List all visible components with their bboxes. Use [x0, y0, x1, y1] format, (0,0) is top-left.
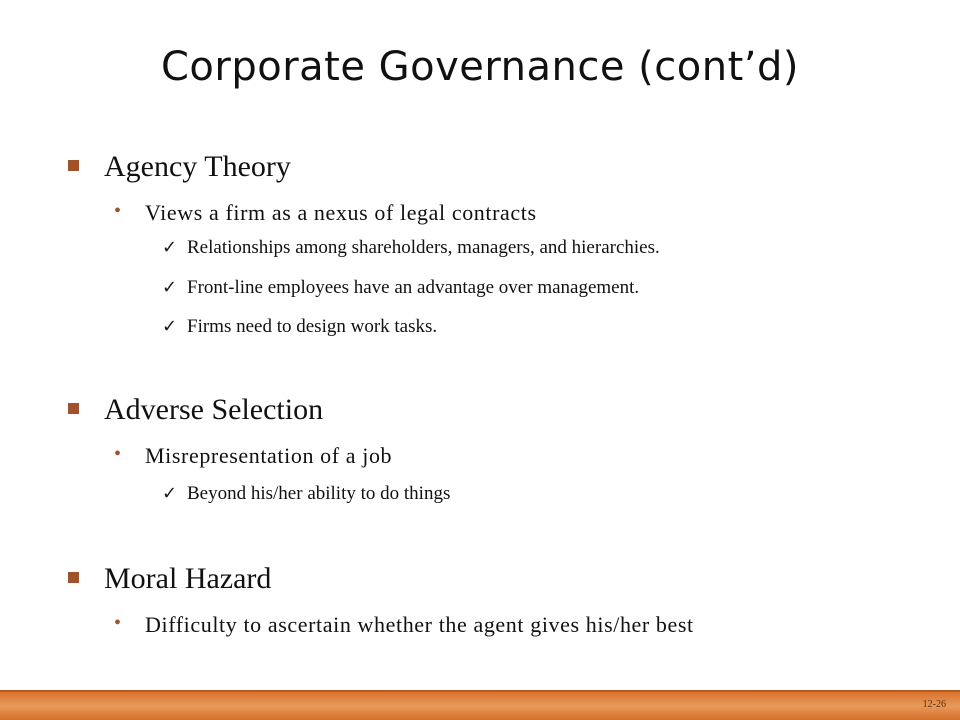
dot-bullet-icon: • [114, 443, 122, 465]
section-heading: Agency Theory [104, 150, 291, 183]
point-text: Difficulty to ascertain whether the agent gives his/her best [145, 612, 694, 637]
dot-bullet-icon: • [114, 200, 122, 222]
slide-title: Corporate Governance (cont’d) [160, 44, 799, 90]
check-text: Front-line employees have an advantage over management. [187, 277, 640, 298]
page-number: 12-26 [922, 699, 946, 710]
square-bullet-icon [68, 160, 79, 171]
check-mark-icon: ✓ [162, 483, 178, 504]
dot-bullet-icon: • [114, 612, 122, 634]
check-mark-icon: ✓ [162, 316, 178, 337]
check-mark-icon: ✓ [162, 237, 178, 258]
check-text: Beyond his/her ability to do things [187, 483, 451, 504]
section-heading: Adverse Selection [104, 393, 324, 426]
point-text: Views a firm as a nexus of legal contracts [145, 200, 537, 225]
square-bullet-icon [68, 572, 79, 583]
check-mark-icon: ✓ [162, 277, 178, 298]
section-heading: Moral Hazard [104, 562, 272, 595]
point-text: Misrepresentation of a job [145, 443, 393, 468]
square-bullet-icon [68, 403, 79, 414]
check-text: Firms need to design work tasks. [187, 316, 438, 337]
footer-bar [0, 692, 960, 720]
check-text: Relationships among shareholders, managers, and hierarchies. [187, 237, 660, 258]
